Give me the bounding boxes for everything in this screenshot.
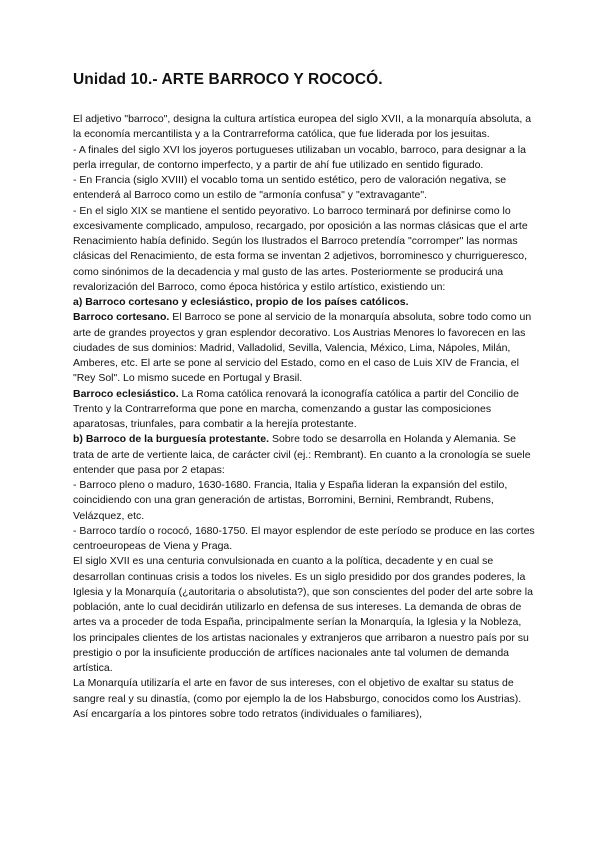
eclesiastico-text: La Roma católica renovará la iconografía católica a partir del Concilio de Trento y la Contrarreforma que pone en marcha, comenzando a gustar las composiciones aparatosas, triunfales, para combatir a la herejía protestante. xyxy=(73,387,519,430)
paragraph-monarquia: La Monarquía utilizaría el arte en favor de sus intereses, con el objetivo de exaltar su status de sangre real y su dinastía, (como por ejemplo la de los Habsburgo, conocidos como los Austrias). Así encargaría a los pintores sobre todo retratos (individuales o familiares), xyxy=(73,677,522,720)
paragraph-eclesiastico xyxy=(73,387,535,433)
paragraph-pleno: - Barroco pleno o maduro, 1630-1680. Francia, Italia y España lideran la expansión del estilo, coincidiendo con una gran generación de artistas, Borromini, Bernini, Rembrandt, Rubens, Velázquez, etc. xyxy=(73,479,508,522)
cortesano-text: El Barroco se pone al servicio de la monarquía absoluta, sobre todo como un arte de grandes proyectos y gran esplendor decorativo. Los Austrias Menores lo favorecen en las ciudades de sus dominios: Madrid, Valladolid, Sevilla, Valencia, México, Lima, Nápoles, Milán, Amberes, etc. El arte se pone al servicio del Estado, como en el caso de Luis XIV de Francia, el "Rey Sol". Lo mismo sucede en Portugal y Brasil. xyxy=(73,311,532,385)
paragraph-tardio: - Barroco tardío o rococó, 1680-1750. El mayor esplendor de este período se produce en las cortes centroeuropeas de Viena y Praga. xyxy=(73,524,535,552)
page-title: Unidad 10.- ARTE BARROCO Y ROCOCÓ. xyxy=(73,71,383,88)
document-body xyxy=(73,112,535,722)
paragraph-siglo-xvii: El siglo XVII es una centuria convulsionada en cuanto a la política, decadente y en cual se desarrollan continuas crisis a todos los niveles. Es un siglo presidido por dos grandes poderes, la Iglesia y la Monarquía (¿autoritaria o absolutista?), que son conscientes del poder del arte sobre la población, ante lo cual decidirán utilizarlo en defensa de sus intereses. La demanda de obras de artes va a proceder de toda España, principalmente serían la Monarquía, la Iglesia y la Nobleza, los principales clientes de los artistas nacionales y extranjeros que arribaron a nuestro país por su prestigio o por la insuficiente producción de artífices nacionales ante tal volumen de demanda artística. xyxy=(73,555,533,674)
cortesano-label: Barroco cortesano. xyxy=(73,311,170,324)
heading-a: a) Barroco cortesano y eclesiástico, propio de los países católicos. xyxy=(73,296,409,308)
burguesia-text: Sobre todo se desarrolla en Holanda y Alemania. Se trata de arte de vertiente laica, de carácter civil (ej.: Rembrant). En cuanto a la cronología se suele entender que pasa por 2 etapas: xyxy=(73,433,531,476)
paragraph-intro: El adjetivo "barroco", designa la cultura artística europea del siglo XVII, a la monarquía absoluta, a la economía mercantilista y a la Contrarreforma católica, que fue liderada por los jesuitas. xyxy=(73,113,532,141)
paragraph-cortesano xyxy=(73,310,535,386)
paragraph-xix: - En el siglo XIX se mantiene el sentido peyorativo. Lo barroco terminará por definirse como lo excesivamente complicado, ampuloso, recargado, por oposición a las normas clásicas que el arte Renacimiento había definido. Según los Ilustrados el Barroco pretendía "corromper" las normas clásicas del Renacimiento, de esta forma se inventan 2 adjetivos, borrominesco y churrigueresco, como sinónimos de la decadencia y mal gusto de las artes. Posteriormente se producirá una revalorización del Barroco, como época histórica y estilo artístico, existiendo un: xyxy=(73,204,528,293)
paragraph-burguesia xyxy=(73,432,535,478)
eclesiastico-label: Barroco eclesiástico. xyxy=(73,387,179,400)
heading-b: b) Barroco de la burguesía protestante. xyxy=(73,433,270,446)
paragraph-origin: - A finales del siglo XVI los joyeros portugueses utilizaban un vocablo, barroco, para designar a la perla irregular, de contorno imperfecto, y a partir de ahí fue utilizado en sentido figurado. xyxy=(73,143,526,171)
paragraph-france: - En Francia (siglo XVIII) el vocablo toma un sentido estético, pero de valoración negativa, se entenderá al Barroco como un estilo de "armonía confusa" y "extravagante". xyxy=(73,174,507,202)
